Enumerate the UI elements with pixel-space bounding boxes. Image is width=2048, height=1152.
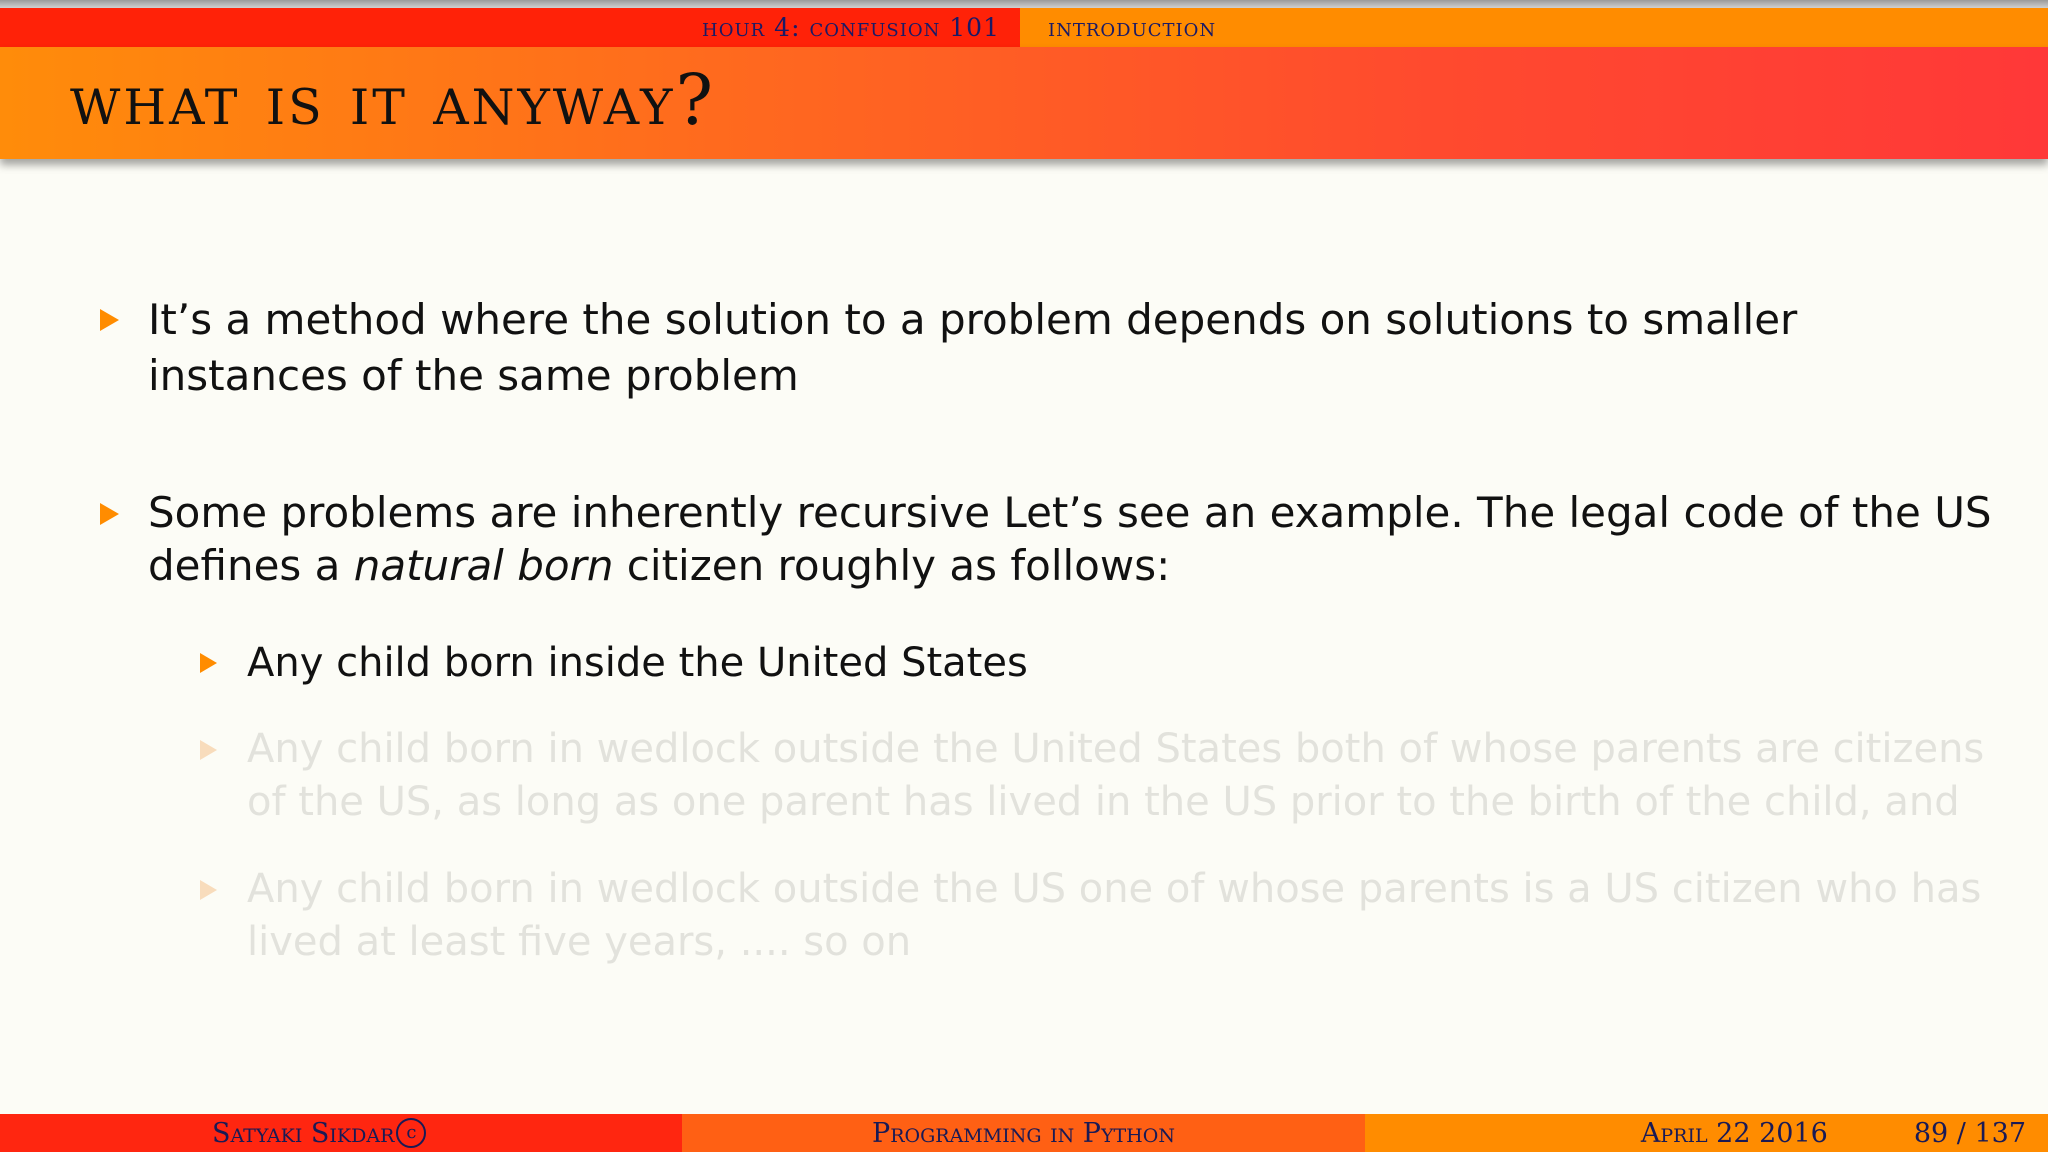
footer-course-area — [682, 1114, 1365, 1152]
footer-course: Programming in Python — [872, 1117, 1175, 1149]
sub-bullet-text: Any child born in wedlock outside the United States both of whose parents are citizens of the US, as long as one parent has lived in the US prior to the birth of the child, and — [247, 726, 1985, 825]
headline-bar — [0, 8, 2048, 47]
slide-title: what is it anyway? — [70, 59, 717, 141]
slide-title-bar — [0, 47, 2048, 159]
footer-author: Satyaki Sikdar — [212, 1117, 395, 1149]
sub-bullet-item — [247, 723, 2007, 829]
sub-bullet-text: Any child born inside the United States — [247, 640, 1028, 686]
bullet-arrow-icon — [100, 503, 119, 525]
bullet-text: citizen roughly as follows: — [613, 541, 1171, 590]
headline-subsection-area — [1020, 8, 2048, 47]
footer-page-number: 89 / 137 — [1913, 1117, 2026, 1149]
headline-section-area — [0, 8, 1020, 47]
sub-bullet-item — [247, 637, 2007, 690]
sub-bullet-arrow-icon — [200, 653, 217, 673]
copyright-icon: c — [396, 1118, 426, 1148]
sub-bullet-arrow-icon — [200, 880, 217, 900]
bullet-item — [148, 292, 2008, 404]
footer-bar — [0, 1114, 2048, 1152]
sub-bullet-item — [247, 863, 2007, 969]
bullet-text: It’s a method where the solution to a problem depends on solutions to smaller instances of the same problem — [148, 295, 1798, 400]
bullet-arrow-icon — [100, 309, 119, 331]
sub-bullet-text: Any child born in wedlock outside the US one of whose parents is a US citizen who has lived at least five years, .... so on — [247, 866, 1982, 965]
footer-date: April 22 2016 — [1640, 1117, 1828, 1149]
bullet-item — [148, 486, 2008, 592]
footer-date-area — [1365, 1114, 2048, 1152]
sub-bullet-arrow-icon — [200, 740, 217, 760]
bullet-text: Some problems are inherently recursive Let’s see an example. The legal code of the US defines a — [148, 488, 1992, 590]
headline-section: hour 4: confusion 101 — [702, 13, 1000, 42]
bullet-emphasis: natural born — [353, 541, 614, 590]
headline-subsection: introduction — [1048, 13, 1217, 42]
window-top-edge — [0, 0, 2048, 8]
footer-author-area — [0, 1114, 682, 1152]
